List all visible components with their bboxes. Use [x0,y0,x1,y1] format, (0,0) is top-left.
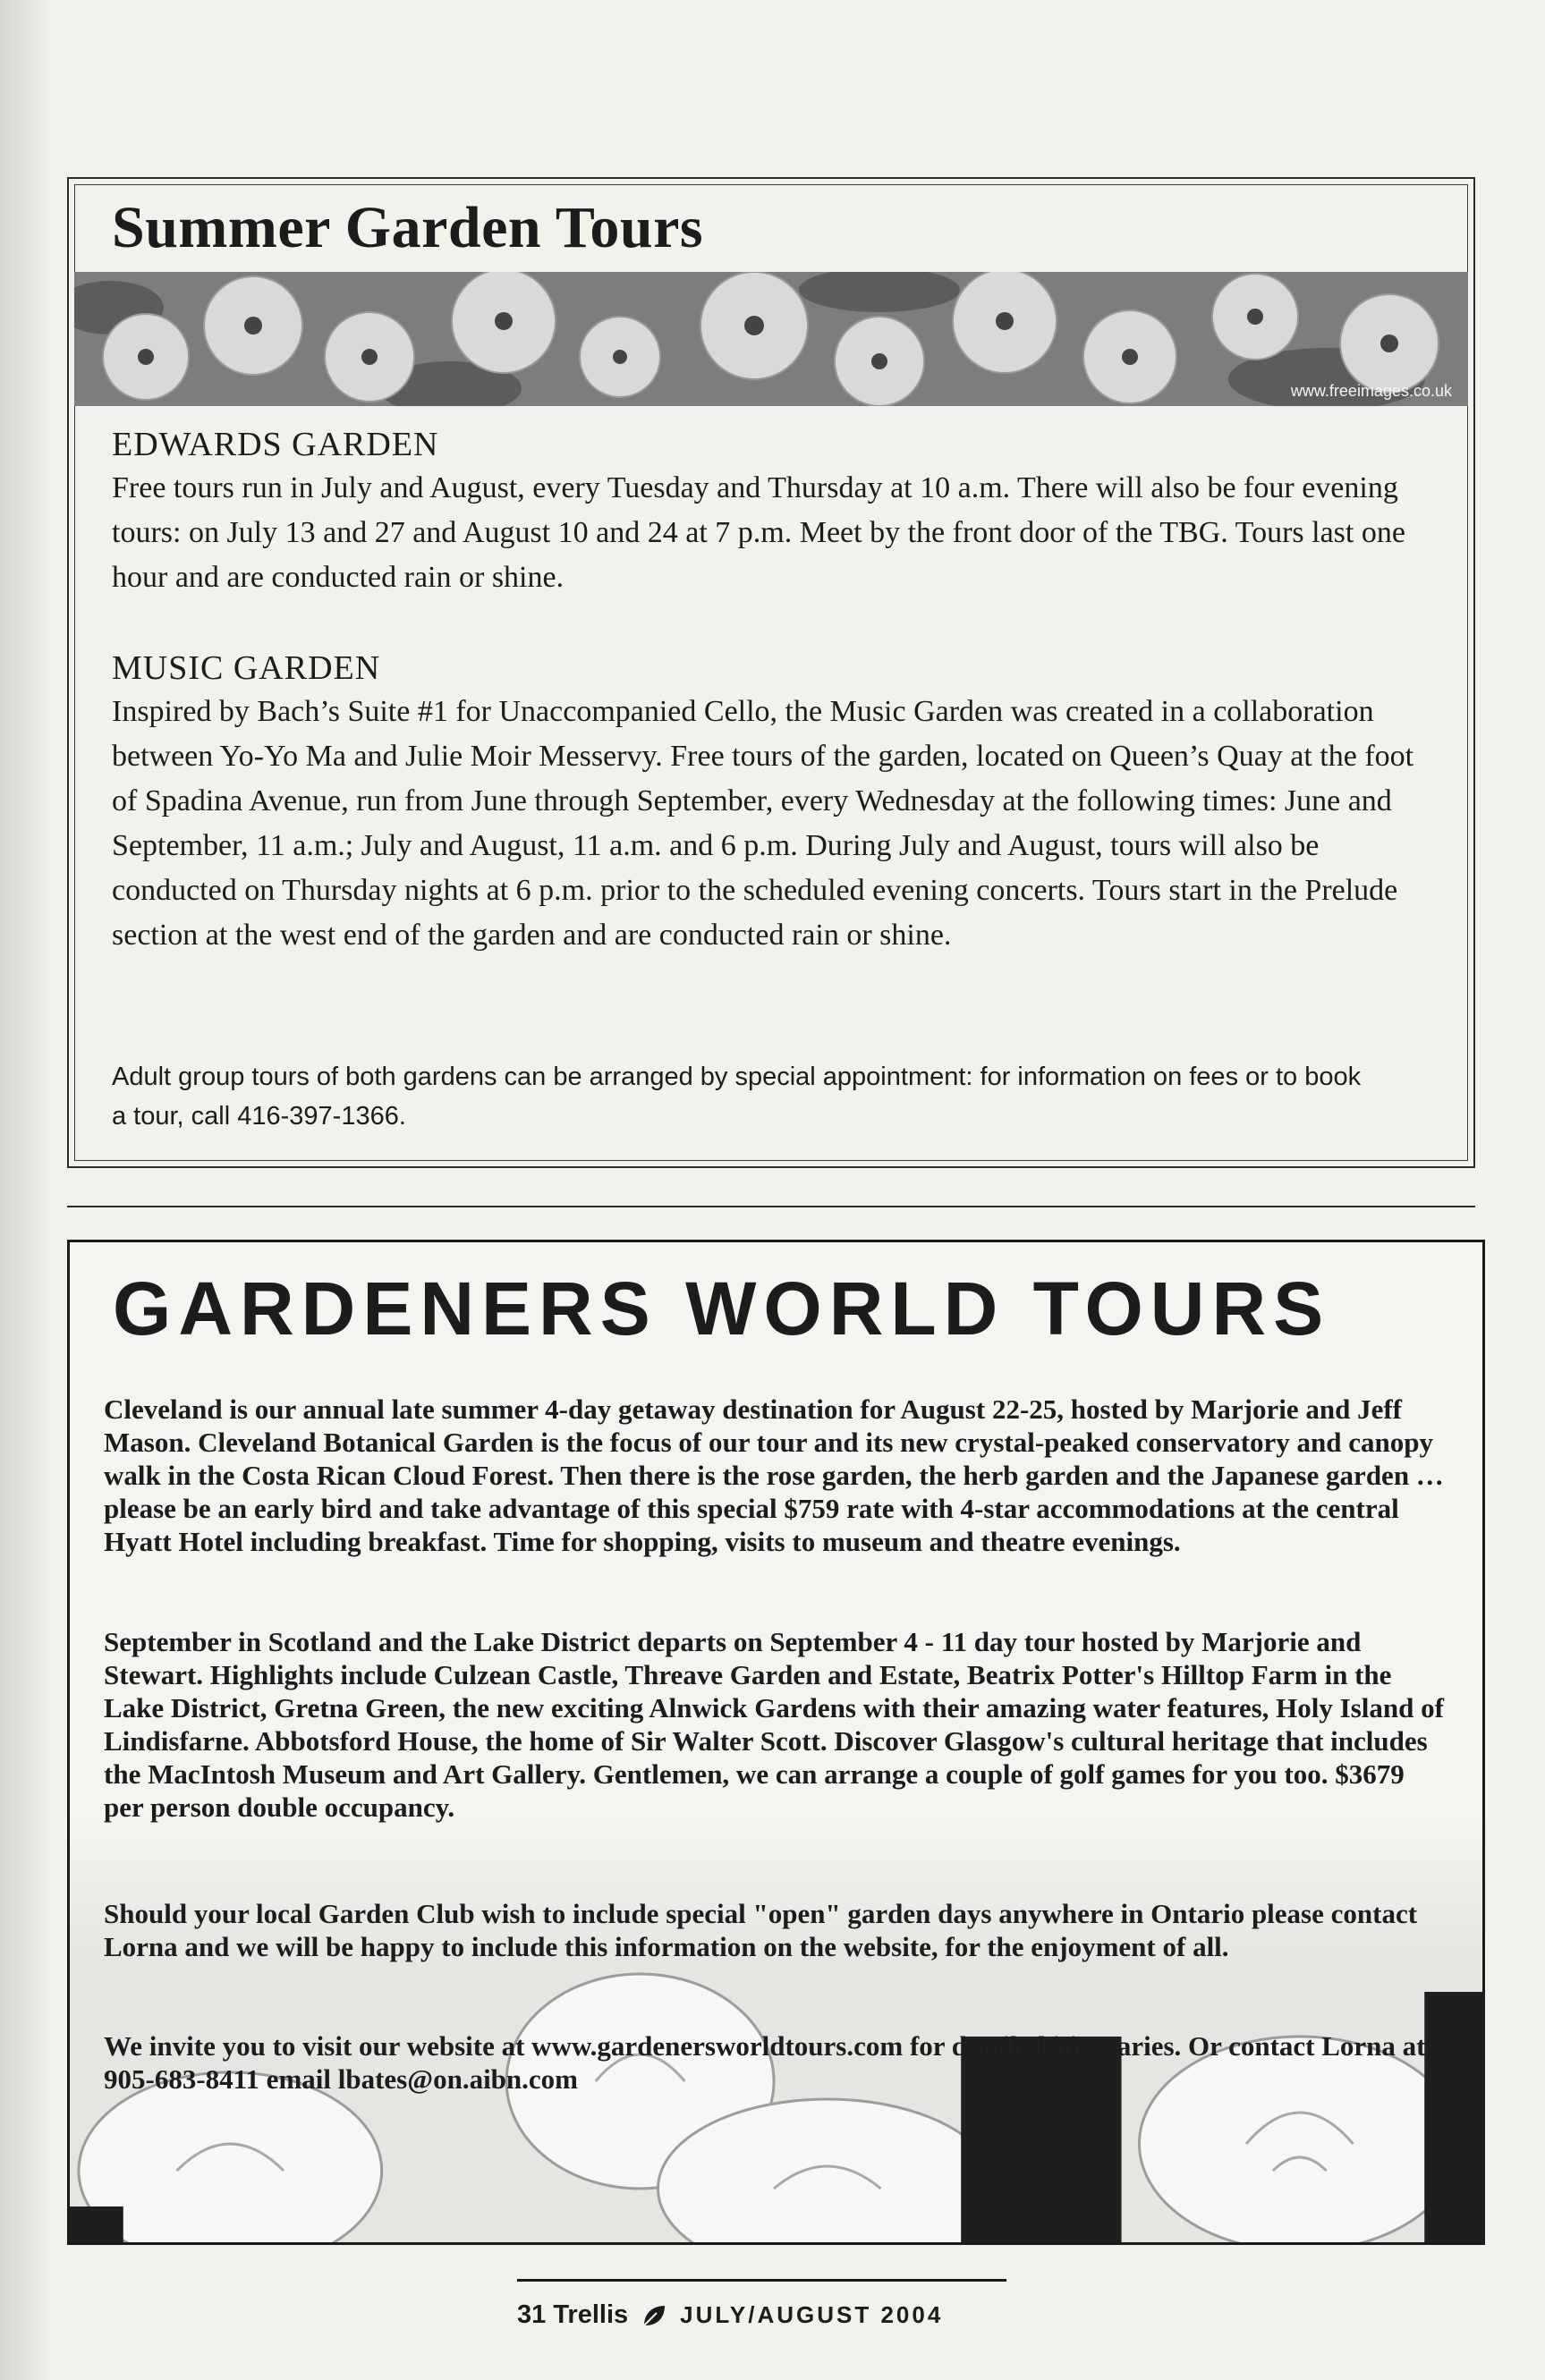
footer-rule [517,2279,1006,2282]
roses-background-image [70,1813,1482,2242]
page-number: 31 Trellis [517,2300,629,2329]
summer-garden-tours-box [67,177,1475,1168]
section-body: Free tours run in July and August, every Tuesday and Thursday at 10 a.m. There will also be four evening tours: on July 13 and 27 and August 10 and 24 at 7 p.m. Meet by the front door of the TBG. Tours last one hour and are conducted rain or shine. [112,470,1405,594]
section-heading: MUSIC GARDEN [112,649,381,687]
music-garden-section [112,648,1427,958]
issue-date: JULY/AUGUST 2004 [680,2301,944,2328]
flower-banner-image [74,272,1468,406]
cleveland-paragraph: Cleveland is our annual late summer 4-day getaway destination for August 22-25, hosted by Marjorie and Jeff Mason. Cleveland Botanical Garden is the focus of our tour and its new crystal-peaked conservatory and canopy walk in the Costa Rican Cloud Forest. Then there is the rose garden, the herb garden and the Japanese garden … please be an early bird and take advantage of this special $759 rate with 4-star accommodations at the central Hyatt Hotel including breakfast. Time for shopping, visits to museum and theatre evenings. [104,1393,1444,1557]
website-contact-paragraph: We invite you to visit our website at www.gardenersworldtours.com for detailed itineraries. Or contact Lorna at 905-683-8411 email lbates@on.aibn.com [104,2030,1426,2095]
page-edge-shadow [0,0,54,2380]
group-tours-note: Adult group tours of both gardens can be arranged by special appointment: for information on fees or to book a tour, call 416-397-1366. [112,1063,1362,1131]
garden-club-paragraph: Should your local Garden Club wish to include special "open" garden days anywhere in Ontario please contact Lorna and we will be happy to include this information on the website, for the enjoyment of all. [104,1898,1418,1962]
gardeners-world-tours-ad [67,1240,1485,2245]
edwards-garden-section [112,425,1427,600]
scotland-paragraph: September in Scotland and the Lake District departs on September 4 - 11 day tour hosted by Marjorie and Stewart. Highlights include Culzean Castle, Threave Garden and Estate, Beatrix Potter's Hilltop Farm in the Lake District, Gretna Green, the new exciting Alnwick Gardens with their amazing water features, Holy Island of Lindisfarne. Abbotsford House, the home of Sir Walter Scott. Discover Glasgow's cultural heritage that includes the MacIntosh Museum and Art Gallery. Gentlemen, we can arrange a couple of golf games for you too. $3679 per person double occupancy. [104,1626,1444,1823]
leaf-icon [641,2302,667,2329]
section-body: Inspired by Bach’s Suite #1 for Unaccompanied Cello, the Music Garden was created in a collaboration between Yo-Yo Ma and Julie Moir Messervy. Free tours of the garden, located on Queen’s Quay at the foot of Spadina Avenue, run from June through September, every Wednesday at the following times: June and September, 11 a.m.; July and August, 11 a.m. and 6 p.m. During July and August, tours will also be conducted on Thursday nights at 6 p.m. prior to the scheduled evening concerts. Tours start in the Prelude section at the west end of the garden and are conducted rain or shine. [112,694,1414,952]
page-footer [517,2300,1054,2330]
box-title: Summer Garden Tours [112,195,704,260]
ad-title: GARDENERS WORLD TOURS [113,1266,1331,1351]
petunia-illustration [74,272,1468,406]
section-heading: EDWARDS GARDEN [112,426,439,463]
section-divider [67,1206,1475,1207]
image-credit: www.freeimages.co.uk [1290,382,1452,400]
